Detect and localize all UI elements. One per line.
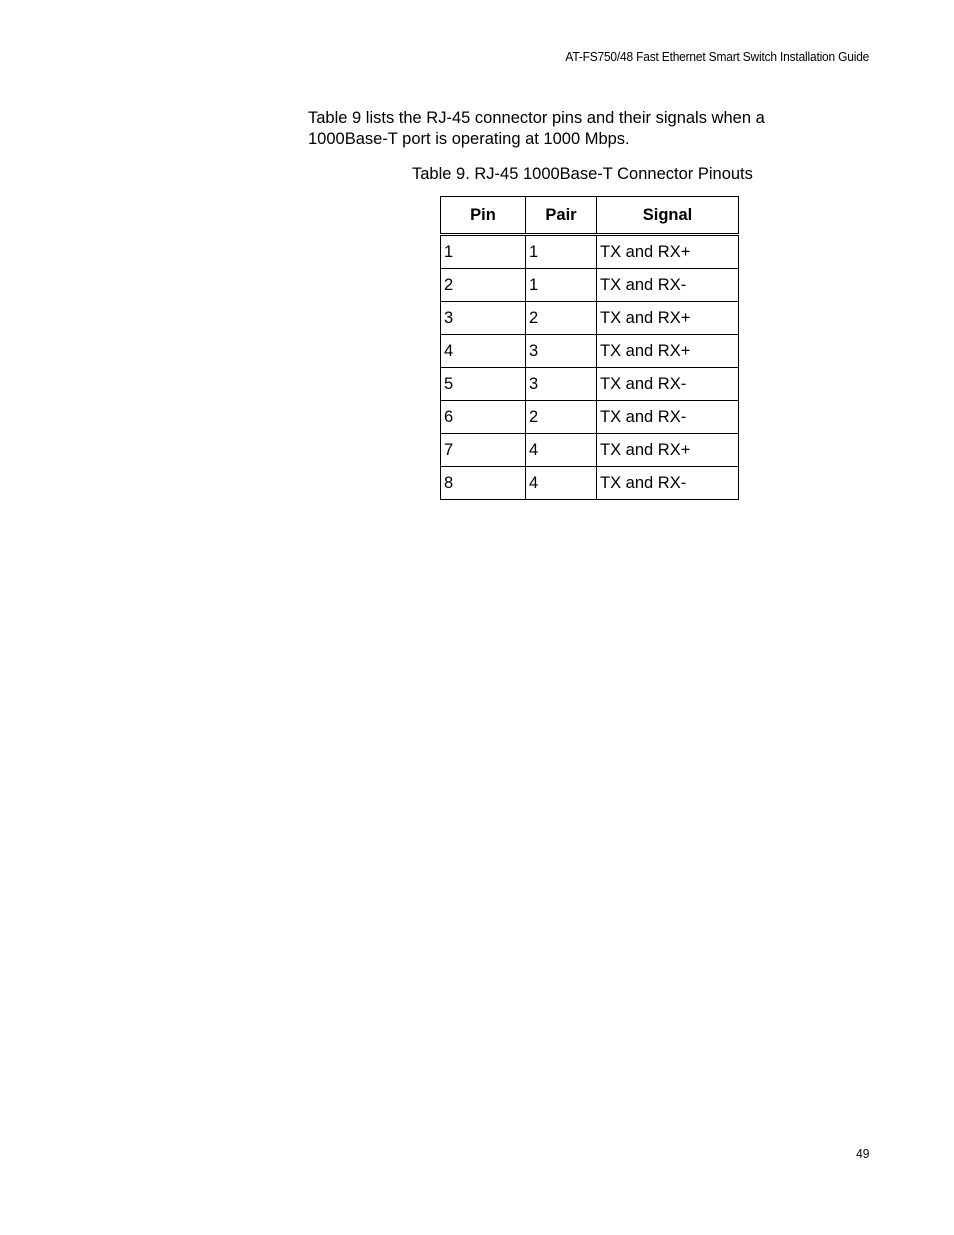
column-header-pair: Pair <box>526 197 597 235</box>
signal-cell: TX and RX- <box>597 401 739 434</box>
pair-cell: 2 <box>526 401 597 434</box>
table-caption: Table 9. RJ-45 1000Base-T Connector Pinouts <box>412 165 753 183</box>
pin-cell: 7 <box>441 434 526 467</box>
pin-cell: 6 <box>441 401 526 434</box>
signal-cell: TX and RX+ <box>597 434 739 467</box>
signal-cell: TX and RX- <box>597 269 739 302</box>
pair-cell: 1 <box>526 235 597 269</box>
page-number: 49 <box>855 1146 869 1161</box>
pin-cell: 5 <box>441 368 526 401</box>
signal-cell: TX and RX+ <box>597 302 739 335</box>
pin-cell: 8 <box>441 467 526 500</box>
table-row <box>441 401 739 434</box>
table-row <box>441 302 739 335</box>
pin-cell: 2 <box>441 269 526 302</box>
running-header: AT-FS750/48 Fast Ethernet Smart Switch Installation Guide <box>565 49 869 64</box>
signal-cell: TX and RX- <box>597 467 739 500</box>
pair-cell: 4 <box>526 434 597 467</box>
table-row <box>441 368 739 401</box>
pair-cell: 4 <box>526 467 597 500</box>
column-header-signal: Signal <box>597 197 739 235</box>
pin-cell: 3 <box>441 302 526 335</box>
table-row <box>441 235 739 269</box>
table-row <box>441 335 739 368</box>
pair-cell: 2 <box>526 302 597 335</box>
signal-cell: TX and RX+ <box>597 335 739 368</box>
signal-cell: TX and RX- <box>597 368 739 401</box>
intro-paragraph: Table 9 lists the RJ-45 connector pins and their signals when a 1000Base-T port is operating at 1000 Mbps. <box>308 109 765 148</box>
signal-cell: TX and RX+ <box>597 235 739 269</box>
pair-cell: 3 <box>526 368 597 401</box>
pinout-table <box>440 196 739 500</box>
table-row <box>441 269 739 302</box>
table-row <box>441 467 739 500</box>
pair-cell: 3 <box>526 335 597 368</box>
table-row <box>441 434 739 467</box>
pair-cell: 1 <box>526 269 597 302</box>
table-header-row <box>441 197 739 235</box>
column-header-pin: Pin <box>441 197 526 235</box>
pin-cell: 1 <box>441 235 526 269</box>
pin-cell: 4 <box>441 335 526 368</box>
